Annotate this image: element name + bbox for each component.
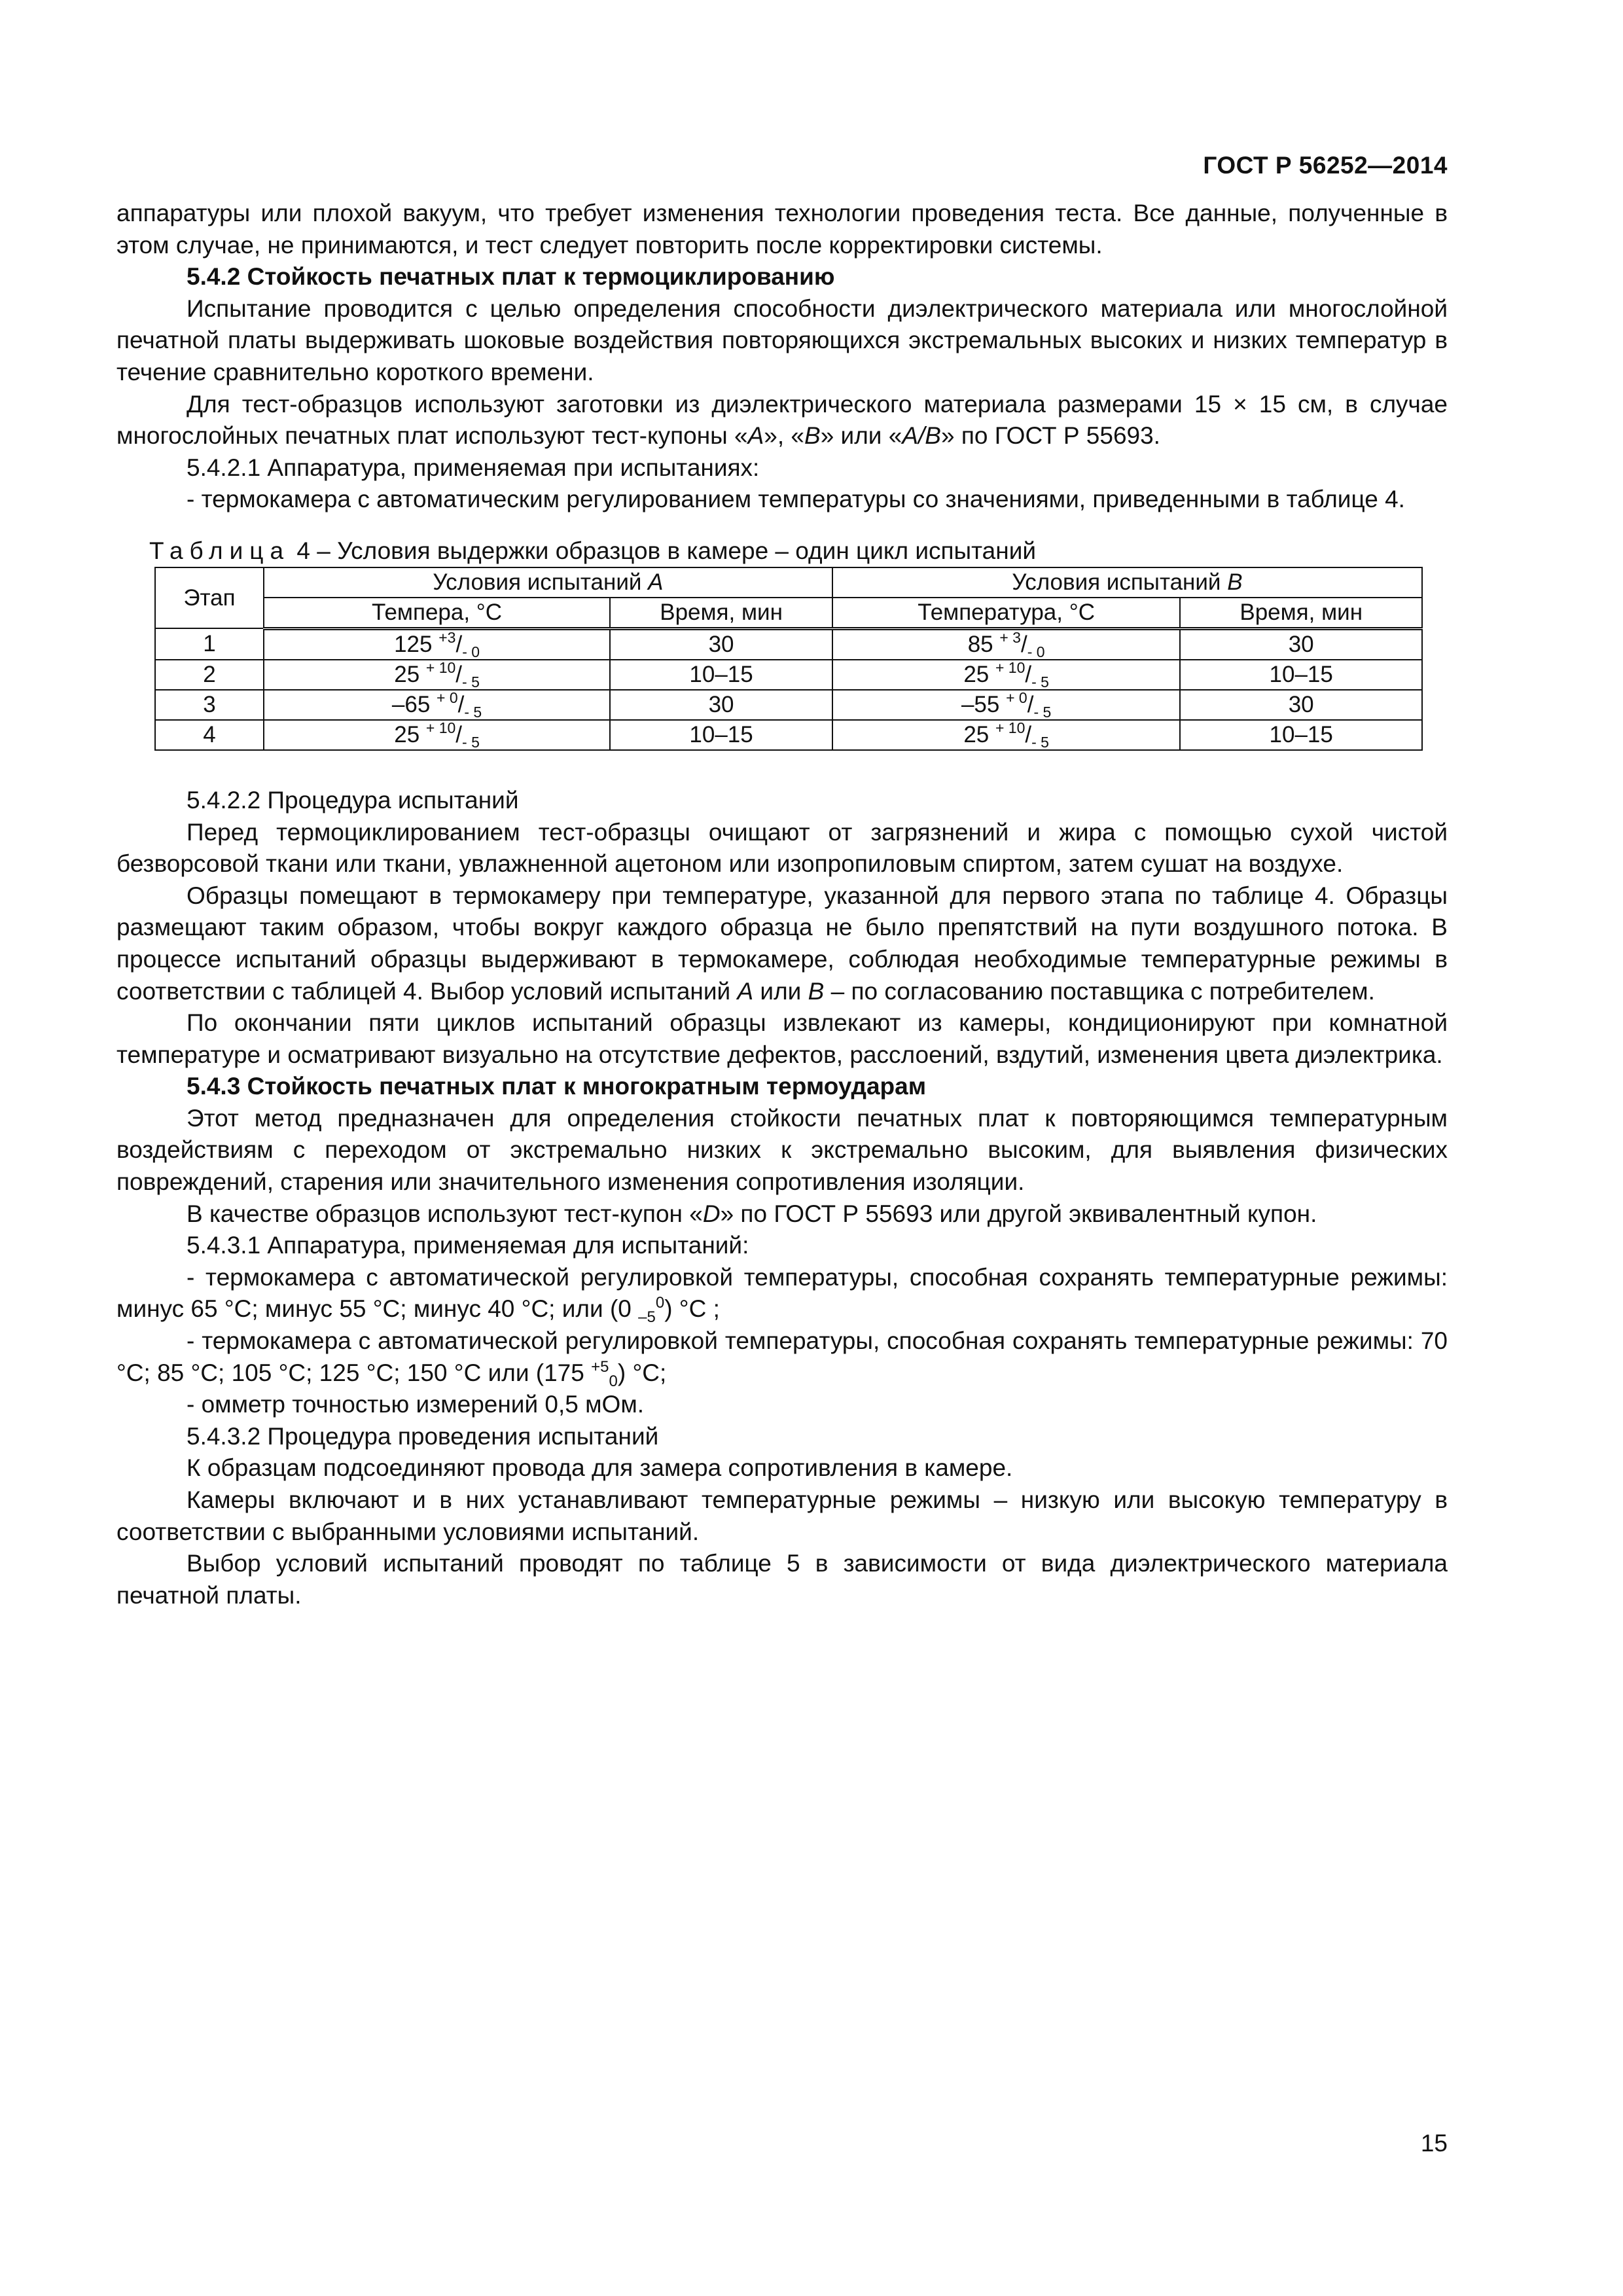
- list-item-thermochamber: - термокамера с автоматическим регулированием температуры со значениями, приведенными в таблице 4.: [187, 486, 1405, 513]
- subsection-5-4-3-1: 5.4.3.1 Аппаратура, применяемая для испытаний:: [187, 1232, 749, 1259]
- paragraph-selection: Выбор условий испытаний проводят по таблице 5 в зависимости от вида диэлектрического материала печатной платы.: [116, 1550, 1448, 1609]
- table-header-row: [155, 567, 1422, 598]
- cell-temperature-b: –55 $^{+ 0}/_{- 5}$: [832, 690, 1181, 720]
- paragraph-chambers: Камеры включают и в них устанавливают температурные режимы – низкую или высокую температуру в соответствии с выбранными условиями испытаний.: [116, 1486, 1448, 1545]
- list-item-cold-chamber: - термокамера с автоматической регулировкой температуры, способная сохранять температурные режимы: минус 65 °С; минус 55 °С; минус 40 °С; или (0 $_{-5}^0$) °С ;: [116, 1263, 1448, 1327]
- header-conditions-a: Условия испытаний A: [264, 567, 832, 598]
- header-temperature-a: Темпера, °С: [264, 598, 610, 629]
- section-heading-5-4-3: 5.4.3 Стойкость печатных плат к многократным термоударам: [187, 1073, 927, 1100]
- cell-stage: 2: [155, 660, 264, 690]
- cell-time-b: 30: [1180, 628, 1422, 660]
- cell-temperature-a: 25 $^{+ 10}/_{- 5}$: [264, 660, 610, 690]
- table-subheader-row: [155, 598, 1422, 629]
- table-row: [155, 690, 1422, 720]
- cell-temperature-a: –65 $^{+ 0}/_{- 5}$: [264, 690, 610, 720]
- header-stage: Этап: [155, 567, 264, 629]
- section-5-4-2-2: [116, 785, 1448, 1071]
- list-item-hot-chamber: - термокамера с автоматической регулировкой температуры, способная сохранять температурные режимы: 70 °С; 85 °С; 105 °С; 125 °С; 150 °С или (175 $^{+5}_0$) °С;: [116, 1327, 1448, 1390]
- cell-temperature-b: 25 $^{+ 10}/_{- 5}$: [832, 660, 1181, 690]
- table-row: [155, 720, 1422, 750]
- paragraph-test-samples: Для тест-образцов используют заготовки из диэлектрического материала размерами 15 × 15 см, в случае многослойных печатных плат используют тест-купоны «A», «B» или «A/B» по ГОСТ Р 55693.: [116, 390, 1448, 450]
- subsection-5-4-3-2: 5.4.3.2 Процедура проведения испытаний: [187, 1422, 659, 1450]
- page-number: 15: [1420, 2130, 1448, 2157]
- paragraph-wires: К образцам подсоединяют провода для замера сопротивления в камере.: [187, 1454, 1013, 1482]
- conditions-table: [154, 567, 1423, 751]
- cell-time-b: 10–15: [1180, 720, 1422, 750]
- table-row: [155, 660, 1422, 690]
- cell-time-a: 30: [610, 690, 832, 720]
- paragraph-coupon-d: В качестве образцов используют тест-купон «D» по ГОСТ Р 55693 или другой эквивалентный купон.: [187, 1200, 1317, 1227]
- cell-time-a: 10–15: [610, 660, 832, 690]
- section-5-4-3: [116, 1071, 1448, 1611]
- section-heading-5-4-2: 5.4.2 Стойкость печатных плат к термоциклированию: [187, 263, 835, 291]
- cell-stage: 1: [155, 628, 264, 660]
- paragraph-purpose: Испытание проводится с целью определения способности диэлектрического материала или многослойной печатной платы выдерживать шоковые воздействия повторяющихся экстремальных высоких и низких температур в течение сравнительно короткого времени.: [116, 295, 1448, 386]
- header-time-a: Время, мин: [610, 598, 832, 629]
- list-item-ohmmeter: - омметр точностью измерений 0,5 мОм.: [187, 1391, 645, 1418]
- paragraph-placement: Образцы помещают в термокамеру при температуре, указанной для первого этапа по таблице 4. Образцы размещают таким образом, чтобы вокруг каждого образца не было препятствий на пути воздушного потока. В процессе испытаний образцы выдерживают в термокамере, соблюдая необходимые температурные режимы в соответствии с таблицей 4. Выбор условий испытаний A или B – по согласованию поставщика с потребителем.: [116, 882, 1448, 1005]
- paragraph-inspection: По окончании пяти циклов испытаний образцы извлекают из камеры, кондиционируют при комнатной температуре и осматривают визуально на отсутствие дефектов, расслоений, вздутий, изменения цвета диэлектрика.: [116, 1009, 1448, 1068]
- page-body: [116, 198, 1448, 1611]
- paragraph-vacuum: аппаратуры или плохой вакуум, что требует изменения технологии проведения теста. Все данные, полученные в этом случае, не принимаются, и тест следует повторить после корректировки системы.: [116, 200, 1448, 259]
- cell-temperature-b: 25 $^{+ 10}/_{- 5}$: [832, 720, 1181, 750]
- cell-time-a: 10–15: [610, 720, 832, 750]
- cell-stage: 3: [155, 690, 264, 720]
- table-row: [155, 628, 1422, 660]
- subsection-title-5-4-2-2: 5.4.2.2 Процедура испытаний: [187, 786, 519, 814]
- cell-temperature-a: 125 $^{+3}/_{- 0}$: [264, 628, 610, 660]
- header-conditions-b: Условия испытаний B: [832, 567, 1422, 598]
- cell-time-b: 10–15: [1180, 660, 1422, 690]
- cell-temperature-b: 85 $^{+ 3}/_{- 0}$: [832, 628, 1181, 660]
- header-temperature-b: Температура, °С: [832, 598, 1181, 629]
- subsection-5-4-2-1: 5.4.2.1 Аппаратура, применяемая при испытаниях:: [187, 454, 760, 481]
- header-time-b: Время, мин: [1180, 598, 1422, 629]
- table-caption: Таблица 4 – Условия выдержки образцов в камере – один цикл испытаний: [149, 537, 1037, 564]
- paragraph-cleaning: Перед термоциклированием тест-образцы очищают от загрязнений и жира с помощью сухой чистой безворсовой ткани или ткани, увлажненной ацетоном или изопропиловым спиртом, затем сушат на воздухе.: [116, 818, 1448, 878]
- document-header: ГОСТ Р 56252—2014: [1203, 152, 1448, 179]
- cell-temperature-a: 25 $^{+ 10}/_{- 5}$: [264, 720, 610, 750]
- cell-time-a: 30: [610, 628, 832, 660]
- cell-stage: 4: [155, 720, 264, 750]
- paragraph-method: Этот метод предназначен для определения стойкости печатных плат к повторяющимся температурным воздействиям с переходом от экстремально низких к экстремально высоким, для выявления физических повреждений, старения или значительного изменения сопротивления изоляции.: [116, 1104, 1448, 1196]
- cell-time-b: 30: [1180, 690, 1422, 720]
